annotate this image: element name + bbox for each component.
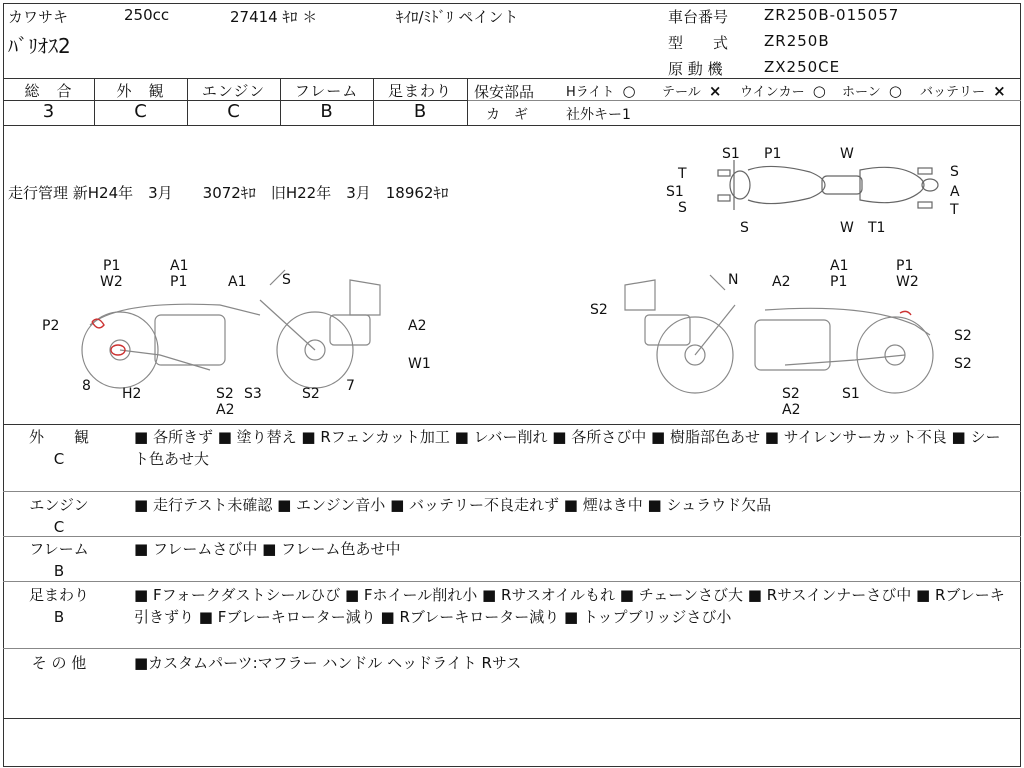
diagram-label: S2 [954, 356, 972, 372]
grade-value-engine: C [227, 101, 240, 122]
remark-text-engine: ■ 走行テスト未確認 ■ エンジン音小 ■ バッテリー不良走れず ■ 煙はき中 ■ シュラウド欠品 [134, 496, 772, 514]
diagram-label: W [840, 146, 854, 162]
remarks-divider [3, 648, 1021, 649]
safety-item-name: ウインカー [740, 85, 805, 100]
diagram-label: S3 [244, 386, 262, 402]
remarks-divider [3, 536, 1021, 537]
grade-header-suspension: 足まわり [387, 82, 452, 100]
safety-row-line [467, 100, 1021, 101]
diagram-label: S1 [666, 184, 684, 200]
grade-value-suspension: B [413, 101, 427, 122]
diagram-label: S2 [954, 328, 972, 344]
safety-item-headlight [566, 81, 636, 100]
remarks-top-line [3, 424, 1021, 425]
remark-text-frame: ■ フレームさび中 ■ フレーム色あせ中 [134, 540, 401, 558]
grade-header-exterior: 外 観 [116, 82, 165, 100]
key-value: 社外キー1 [566, 107, 631, 123]
color: ｷｲﾛ/ﾐﾄﾞﾘ ペイント [396, 8, 519, 26]
diagram-label: S2 [782, 386, 800, 402]
diagram-label: A2 [772, 274, 791, 290]
top-view-diagram [660, 140, 980, 240]
diagram-label: T [950, 202, 959, 218]
diagram-label: S1 [842, 386, 860, 402]
diagram-label: 8 [82, 378, 91, 394]
remark-grade-engine: C [53, 518, 65, 536]
safety-item-mark: ○ [812, 82, 826, 100]
safety-item-winker [740, 81, 826, 100]
grid-top-line [3, 78, 1021, 79]
remark-grade-frame: B [53, 562, 65, 580]
remark-label-engine: エンジン [29, 496, 89, 514]
diagram-label: H2 [122, 386, 142, 402]
diagram-label: A2 [408, 318, 427, 334]
key-label: カ ギ [486, 107, 528, 123]
safety-item-mark: ○ [622, 82, 636, 100]
remark-text-suspension: ■ Fフォークダストシールひび ■ Fホイール削れ小 ■ Rサスオイルもれ ■ チェーンさび大 ■ Rサスインナーさび中 ■ Rブレーキ引きずり ■ Fブレーキローター減り ■ Rブレーキローター減り ■ トップブリッジさび小 [134, 586, 1005, 626]
remark-text-other: ■カスタムパーツ:マフラー ハンドル ヘッドライト Rサス [134, 654, 522, 672]
type-label: 型 式 [668, 34, 729, 52]
diagram-label: T1 [868, 220, 886, 236]
diagram-label: S1 [722, 146, 740, 162]
grade-value-total: 3 [42, 101, 55, 122]
grade-value-exterior: C [134, 101, 147, 122]
safety-item-name: バッテリー [920, 85, 986, 100]
remark-label-exterior: 外 観 [28, 428, 89, 446]
diagram-label: W [840, 220, 854, 236]
engine-label: 原 動 機 [668, 60, 723, 78]
diagram-label: A2 [216, 402, 235, 418]
diagram-label: N [728, 272, 739, 288]
diagram-label: P1 [830, 274, 848, 290]
safety-item-mark: ○ [888, 82, 902, 100]
diagram-label: S2 [216, 386, 234, 402]
diagram-label: A1 [170, 258, 189, 274]
grid-bottom-line [3, 125, 1021, 126]
diagram-label: A2 [782, 402, 801, 418]
mileage: 27414 ｷﾛ ＊ [230, 8, 318, 26]
safety-item-mark: × [708, 82, 722, 100]
remark-label-suspension: 足まわり [28, 586, 89, 604]
mileage-history: 走行管理 新H24年 3月 3072ｷﾛ 旧H22年 3月 18962ｷﾛ [8, 184, 449, 202]
remarks-divider [3, 491, 1021, 492]
remark-grade-exterior: C [53, 450, 65, 468]
safety-item-name: テール [662, 85, 701, 100]
safety-item-mark: × [993, 82, 1006, 100]
grade-header-frame: フレーム [294, 82, 359, 100]
diagram-label: 7 [346, 378, 355, 394]
frame-number-value: ZR250B-015057 [764, 6, 900, 24]
safety-label: 保安部品 [474, 83, 535, 101]
safety-item-name: ホーン [842, 85, 881, 100]
safety-item-horn [842, 81, 902, 100]
grade-header-engine: エンジン [201, 82, 266, 100]
diagram-label: P1 [896, 258, 914, 274]
remark-text-exterior: ■ 各所きず ■ 塗り替え ■ Rフェンカット加工 ■ レバー削れ ■ 各所さび中 ■ 樹脂部色あせ ■ サイレンサーカット不良 ■ シート色あせ大 [134, 428, 1001, 468]
diagram-label: S2 [590, 302, 608, 318]
diagram-label: A1 [228, 274, 247, 290]
grid-vline [467, 78, 468, 125]
diagram-label: W2 [896, 274, 919, 290]
type-value: ZR250B [764, 32, 830, 50]
safety-item-battery [920, 81, 1006, 100]
diagram-label: T [678, 166, 687, 182]
diagram-label: A [950, 184, 960, 200]
diagram-label: P1 [764, 146, 782, 162]
diagram-label: W2 [100, 274, 123, 290]
diagram-label: S2 [302, 386, 320, 402]
diagram-label: P2 [42, 318, 60, 334]
diagram-label: S [282, 272, 291, 288]
model-name: ﾊﾞﾘｵｽ2 [8, 34, 71, 58]
diagram-label: S [950, 164, 959, 180]
remark-grade-suspension: B [53, 608, 65, 626]
safety-item-tail [662, 81, 721, 100]
remarks-divider [3, 581, 1021, 582]
diagram-label: S [740, 220, 749, 236]
diagram-label: A1 [830, 258, 849, 274]
diagram-label: P1 [170, 274, 188, 290]
remarks-bottom-line [3, 718, 1021, 719]
diagram-label: P1 [103, 258, 121, 274]
remark-label-frame: フレーム [29, 540, 89, 558]
diagram-label: W1 [408, 356, 431, 372]
remark-label-other: そ の 他 [31, 654, 87, 672]
safety-item-name: Hライト [566, 85, 615, 100]
engine-value: ZX250CE [764, 58, 841, 76]
maker: カワサキ [8, 8, 69, 26]
grade-header-total: 総 合 [24, 82, 73, 100]
diagram-label: S [678, 200, 687, 216]
frame-number-label: 車台番号 [668, 8, 729, 26]
displacement: 250cc [124, 6, 170, 24]
grade-value-frame: B [320, 101, 333, 122]
